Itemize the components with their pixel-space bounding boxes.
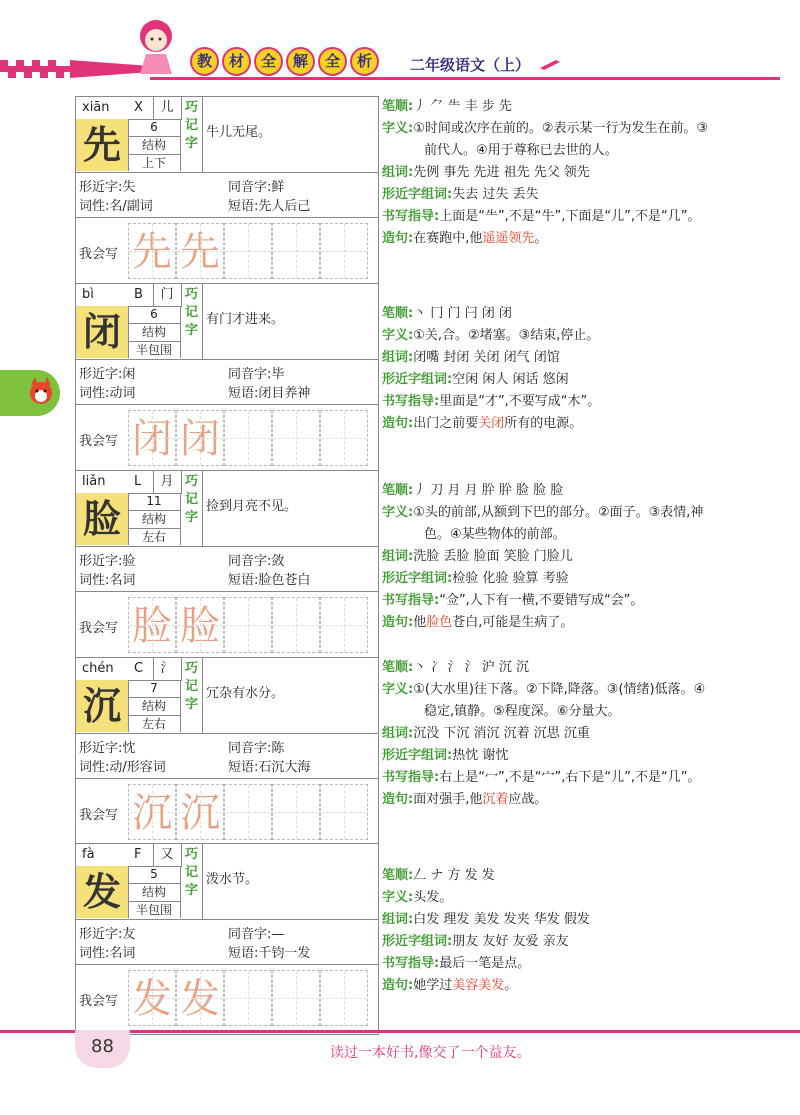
guide-label: 书写指导: [382, 209, 440, 224]
char-facts [76, 359, 378, 405]
mnemonic-label-char: 巧 [184, 287, 198, 302]
book-title [190, 47, 379, 76]
practice-label: 我会写 [79, 621, 119, 636]
character-card [75, 283, 379, 475]
homophone: 同音字:敛 [228, 554, 285, 569]
meaning-row [382, 502, 717, 546]
char-facts [76, 546, 378, 592]
guide-row [382, 590, 717, 612]
mnemonic-label [181, 471, 203, 546]
similar-words: 失去 过失 丢失 [452, 187, 539, 202]
pinyin-row [76, 844, 182, 867]
mnemonic-label [181, 97, 203, 172]
character-info [128, 306, 181, 358]
main-character: 脸 [76, 493, 129, 545]
mnemonic-label-char: 巧 [184, 100, 198, 115]
title-char: 教 [190, 47, 219, 76]
main-character: 发 [76, 866, 129, 918]
sentence-part: 。 [534, 231, 548, 246]
practice-row [76, 404, 378, 474]
mnemonic-text: 有门才进来。 [206, 312, 285, 327]
sentence-highlight: 沉着 [482, 792, 509, 807]
practice-cell-empty[interactable] [272, 597, 320, 653]
stroke-order-label: 笔顺: [382, 660, 414, 675]
meaning-label: 字义: [382, 505, 414, 520]
mnemonic-label [181, 844, 203, 919]
index-letter: X [134, 100, 143, 115]
guide-row [382, 206, 717, 228]
pinyin: fà [82, 847, 95, 862]
words-label: 组词: [382, 350, 414, 365]
char-facts [76, 733, 378, 779]
practice-cell-empty[interactable] [272, 784, 320, 840]
mnemonic-text: 泼水节。 [206, 872, 259, 887]
stroke-count: 6 [128, 119, 180, 137]
book-subtitle: 二年级语文（上） [410, 56, 531, 74]
index-letter: C [134, 661, 144, 676]
index-letter: B [134, 287, 143, 302]
meaning: 头发。 [413, 890, 453, 905]
practice-row [76, 778, 378, 848]
sentence-row [382, 612, 717, 634]
similar-words-label: 形近字组词: [382, 372, 453, 387]
part-of-speech: 词性:动词 [79, 386, 136, 401]
cartoon-girl-icon [128, 16, 184, 76]
similar-words-label: 形近字组词: [382, 571, 453, 586]
practice-cell-empty[interactable] [224, 223, 272, 279]
char-facts [76, 919, 378, 965]
words: 白发 理发 美发 发夹 华发 假发 [413, 912, 590, 927]
stroke-order: 丿 刀 月 月 肸 肸 脸 脸 脸 [413, 483, 564, 498]
stroke-order-label: 笔顺: [382, 868, 414, 883]
writing-grid [128, 223, 374, 279]
words-row [382, 546, 717, 568]
character-card [75, 657, 379, 849]
practice-cell-filled: 发 [128, 970, 176, 1026]
character-details [382, 865, 717, 997]
footer-motto: 读过一本好书,像交了一个益友。 [330, 1045, 531, 1061]
mnemonic-label-char: 记 [184, 679, 198, 694]
practice-label: 我会写 [79, 994, 119, 1009]
practice-cell-filled: 脸 [128, 597, 176, 653]
similar-words-row [382, 184, 717, 206]
sentence-label: 造句: [382, 978, 414, 993]
structure-label: 结构 [128, 698, 180, 716]
similar-char: 形近字:失 [79, 180, 136, 195]
stroke-order: 丶 冂 门 闩 闭 闭 [413, 306, 512, 321]
practice-row [76, 964, 378, 1034]
sentence-highlight: 美容美发 [452, 978, 505, 993]
part-of-speech: 词性:名/副词 [79, 199, 153, 214]
radical: 月 [153, 471, 180, 493]
sentence-label: 造句: [382, 792, 414, 807]
meaning-row [382, 325, 717, 347]
mnemonic-label-char: 字 [184, 323, 198, 338]
similar-char: 形近字:验 [79, 554, 136, 569]
side-tab [0, 370, 60, 416]
phrase: 短语:石沉大海 [228, 760, 311, 775]
structure-label: 结构 [128, 884, 180, 902]
main-character: 沉 [76, 680, 129, 732]
stroke-order: 𠃋 ナ 方 发 发 [413, 868, 495, 883]
stroke-order-row [382, 96, 717, 118]
meaning: ①关,合。②堵塞。③结束,停止。 [413, 328, 600, 343]
words: 先例 事先 先进 祖先 先父 领先 [413, 165, 590, 180]
character-details [382, 480, 717, 634]
practice-cell-empty[interactable] [320, 223, 368, 279]
sentence-part: 应战。 [508, 792, 548, 807]
words-row [382, 909, 717, 931]
mnemonic-label-char: 巧 [184, 474, 198, 489]
title-char: 全 [254, 47, 283, 76]
mnemonic-text: 冗杂有水分。 [206, 686, 285, 701]
writing-grid [128, 970, 374, 1026]
similar-words-row [382, 745, 717, 767]
words-label: 组词: [382, 726, 414, 741]
practice-cell-filled: 闭 [128, 410, 176, 466]
meaning: ①时间或次序在前的。②表示某一行为发生在前。③前代人。④用于尊称已去世的人。 [413, 121, 709, 158]
structure-type: 半包围 [135, 903, 172, 917]
similar-words: 空闲 闲人 闲话 悠闲 [452, 372, 569, 387]
practice-cell-filled: 沉 [176, 784, 224, 840]
title-char: 材 [222, 47, 251, 76]
part-of-speech: 词性:名词 [79, 946, 136, 961]
part-of-speech: 词性:动/形容词 [79, 760, 166, 775]
sentence-row [382, 789, 717, 811]
guide-row [382, 953, 717, 975]
character-card [75, 96, 379, 288]
sentence-part: 。 [504, 978, 518, 993]
sentence-highlight: 遥遥领先 [482, 231, 535, 246]
stroke-count: 11 [128, 493, 180, 511]
practice-row [76, 217, 378, 287]
sentence-part: 他 [413, 615, 427, 630]
meaning-label: 字义: [382, 890, 414, 905]
phrase: 短语:闭目养神 [228, 386, 311, 401]
page-number: 88 [75, 1030, 130, 1068]
sentence-part: 面对强手,他 [413, 792, 483, 807]
index-letter: F [134, 847, 142, 862]
sentence-part: 在赛跑中,他 [413, 231, 483, 246]
mnemonic-label-char: 巧 [184, 661, 198, 676]
stroke-count: 6 [128, 306, 180, 324]
mnemonic-label [181, 658, 203, 733]
structure-label: 结构 [128, 511, 180, 529]
mnemonic-label-char: 字 [184, 697, 198, 712]
pencil-icon [540, 58, 562, 72]
practice-cell-filled: 先 [176, 223, 224, 279]
guide-label: 书写指导: [382, 593, 440, 608]
radical: 又 [153, 844, 180, 866]
character-details [382, 303, 717, 435]
practice-label: 我会写 [79, 808, 119, 823]
words: 洗脸 丢脸 脸面 笑脸 门脸儿 [413, 549, 573, 564]
character-details [382, 657, 717, 811]
meaning-row [382, 679, 717, 723]
writing-guide: “佥”,人下有一横,不要错写成“会”。 [439, 593, 644, 608]
character-info [128, 493, 181, 545]
sentence-label: 造句: [382, 615, 414, 630]
writing-grid [128, 597, 374, 653]
stroke-count: 7 [128, 680, 180, 698]
practice-cell-empty[interactable] [224, 970, 272, 1026]
similar-words: 朋友 友好 友爱 亲友 [452, 934, 569, 949]
mnemonic-label-char: 字 [184, 136, 198, 151]
homophone: 同音字:— [228, 927, 285, 942]
mnemonic-label-char: 记 [184, 492, 198, 507]
words-label: 组词: [382, 912, 414, 927]
header-rule [150, 77, 780, 80]
stroke-order-label: 笔顺: [382, 483, 414, 498]
guide-label: 书写指导: [382, 394, 440, 409]
mnemonic-label [181, 284, 203, 359]
stroke-order-row [382, 480, 717, 502]
stroke-order-row [382, 865, 717, 887]
sentence-part: 出门之前要 [413, 416, 479, 431]
phrase: 短语:脸色苍白 [228, 573, 311, 588]
character-info [128, 119, 181, 171]
practice-cell-empty[interactable] [320, 410, 368, 466]
part-of-speech: 词性:名词 [79, 573, 136, 588]
mnemonic-text: 捡到月亮不见。 [206, 499, 298, 514]
writing-guide: 右上是“冖”,不是“宀”,右下是“儿”,不是“几”。 [439, 770, 701, 785]
sentence-part: 所有的电源。 [504, 416, 583, 431]
mnemonic-label-char: 字 [184, 510, 198, 525]
similar-words-label: 形近字组词: [382, 748, 453, 763]
words-label: 组词: [382, 549, 414, 564]
structure-type: 左右 [141, 530, 166, 544]
stroke-count: 5 [128, 866, 180, 884]
guide-label: 书写指导: [382, 770, 440, 785]
pinyin-row [76, 658, 182, 681]
radical: 门 [153, 284, 180, 306]
pinyin-row [76, 97, 182, 120]
words: 沉没 下沉 消沉 沉着 沉思 沉重 [413, 726, 590, 741]
meaning: ①头的前部,从额到下巴的部分。②面子。③表情,神色。④某些物体的前部。 [413, 505, 704, 542]
title-char: 全 [318, 47, 347, 76]
guide-label: 书写指导: [382, 956, 440, 971]
mnemonic-label-char: 记 [184, 118, 198, 133]
stroke-order-label: 笔顺: [382, 306, 414, 321]
sentence-row [382, 975, 717, 997]
fox-mascot-icon [28, 377, 54, 407]
practice-cell-empty[interactable] [224, 597, 272, 653]
main-character: 先 [76, 119, 129, 171]
meaning-label: 字义: [382, 121, 414, 136]
structure-type: 左右 [141, 717, 166, 731]
phrase: 短语:千钧一发 [228, 946, 311, 961]
character-card [75, 843, 379, 1035]
main-character: 闭 [76, 306, 129, 358]
practice-cell-empty[interactable] [272, 970, 320, 1026]
practice-label: 我会写 [79, 434, 119, 449]
pinyin: bì [82, 287, 94, 302]
words-row [382, 723, 717, 745]
words-label: 组词: [382, 165, 414, 180]
similar-char: 形近字:闲 [79, 367, 136, 382]
practice-cell-empty[interactable] [320, 970, 368, 1026]
structure-label: 结构 [128, 137, 180, 155]
meaning: ①(大水里)往下落。②下降,降落。③(情绪)低落。④稳定,镇静。⑤程度深。⑥分量大。 [413, 682, 706, 719]
words-row [382, 162, 717, 184]
practice-cell-empty[interactable] [320, 597, 368, 653]
sentence-part: 苍白,可能是生病了。 [452, 615, 574, 630]
practice-cell-empty[interactable] [224, 410, 272, 466]
writing-guide: 里面是“才”,不要写成“木”。 [439, 394, 601, 409]
character-info [128, 866, 181, 918]
homophone: 同音字:鲜 [228, 180, 285, 195]
sentence-highlight: 关闭 [478, 416, 505, 431]
homophone: 同音字:陈 [228, 741, 285, 756]
practice-cell-empty[interactable] [272, 223, 320, 279]
mnemonic-label-char: 记 [184, 865, 198, 880]
guide-row [382, 391, 717, 413]
char-facts [76, 172, 378, 218]
sentence-row [382, 413, 717, 435]
words: 闭嘴 封闭 关闭 闭气 闭馆 [413, 350, 560, 365]
structure-type: 上下 [141, 156, 166, 170]
sentence-label: 造句: [382, 231, 414, 246]
mnemonic-text: 牛儿无尾。 [206, 125, 272, 140]
practice-cell-filled: 脸 [176, 597, 224, 653]
sentence-row [382, 228, 717, 250]
stroke-order-row [382, 657, 717, 679]
similar-words: 热忱 谢忱 [452, 748, 509, 763]
header-checker-stripe [0, 60, 800, 78]
stroke-order: 丿 ⺈ ⺧ 丰 步 先 [413, 99, 512, 114]
similar-char: 形近字:友 [79, 927, 136, 942]
similar-words-label: 形近字组词: [382, 934, 453, 949]
practice-cell-filled: 沉 [128, 784, 176, 840]
phrase: 短语:先人后己 [228, 199, 311, 214]
sentence-part: 她学过 [413, 978, 453, 993]
practice-row [76, 591, 378, 661]
writing-grid [128, 784, 374, 840]
sentence-highlight: 脸色 [426, 615, 453, 630]
structure-type: 半包围 [135, 343, 172, 357]
practice-cell-filled: 闭 [176, 410, 224, 466]
meaning-row [382, 887, 717, 909]
writing-guide: 上面是“⺧”,不是“牛”,下面是“儿”,不是“几”。 [439, 209, 701, 224]
stroke-order-label: 笔顺: [382, 99, 414, 114]
character-details [382, 96, 717, 250]
homophone: 同音字:毕 [228, 367, 285, 382]
meaning-row [382, 118, 717, 162]
similar-words-row [382, 369, 717, 391]
pinyin: xiān [82, 100, 110, 115]
structure-label: 结构 [128, 324, 180, 342]
character-info [128, 680, 181, 732]
page-header [0, 0, 800, 100]
words-row [382, 347, 717, 369]
title-char: 析 [350, 47, 379, 76]
similar-words-label: 形近字组词: [382, 187, 453, 202]
radical: 氵 [153, 658, 180, 680]
practice-cell-filled: 发 [176, 970, 224, 1026]
mnemonic-label-char: 记 [184, 305, 198, 320]
stroke-order: 丶 冫 氵 氵 沪 沉 沉 [413, 660, 529, 675]
pinyin-row [76, 471, 182, 494]
pinyin-row [76, 284, 182, 307]
meaning-label: 字义: [382, 328, 414, 343]
practice-cell-empty[interactable] [224, 784, 272, 840]
stroke-order-row [382, 303, 717, 325]
mnemonic-label-char: 字 [184, 883, 198, 898]
index-letter: L [134, 474, 142, 489]
sentence-label: 造句: [382, 416, 414, 431]
practice-cell-empty[interactable] [272, 410, 320, 466]
similar-words-row [382, 931, 717, 953]
meaning-label: 字义: [382, 682, 414, 697]
mnemonic-label-char: 巧 [184, 847, 198, 862]
writing-grid [128, 410, 374, 466]
practice-cell-filled: 先 [128, 223, 176, 279]
writing-guide: 最后一笔是点。 [439, 956, 531, 971]
pinyin: chén [82, 661, 114, 676]
title-char: 解 [286, 47, 315, 76]
guide-row [382, 767, 717, 789]
character-card [75, 470, 379, 662]
practice-cell-empty[interactable] [320, 784, 368, 840]
practice-label: 我会写 [79, 247, 119, 262]
pinyin: liǎn [82, 474, 106, 489]
radical: 儿 [153, 97, 180, 119]
similar-char: 形近字:忱 [79, 741, 136, 756]
similar-words: 检验 化验 验算 考验 [452, 571, 569, 586]
similar-words-row [382, 568, 717, 590]
